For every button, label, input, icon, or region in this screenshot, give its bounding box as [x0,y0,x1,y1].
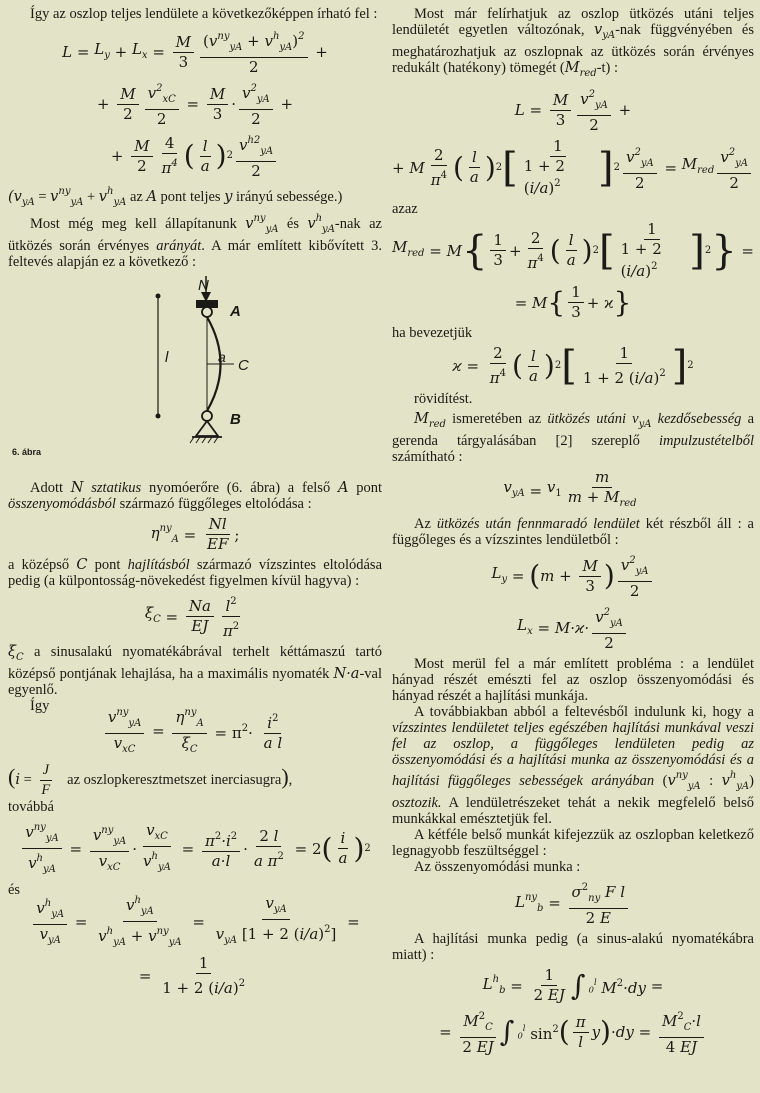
paragraph-internal-work: A kétféle belső munkát kifejezzük az oszlopban keletkező legnagyobb feszültséggel : [392,827,754,859]
paragraph-bending-work: A hajlítási munka pedig (a sinus-alakú nyomatékábra miatt) : [392,931,754,963]
paragraph-reduced-mass: Most már felírhatjuk az oszlop ütközés utáni teljes lendületét egyetlen változónak, $v_{yA}$-nak függvényében és meghatározhatjuk az oszlopnak az ütközés során érvényes redukált (hatékony) tömegét $(M_{red}-t)$ : [392,6,755,79]
equation-momentum: L = $L_y$ + $L_x$ = $\frac{M}{3}$ $\frac{(v^{ny}_{yA} + v^h_{yA})^2}{2}$ + [8,28,382,76]
paragraph-inertia: (i = $\frac{J}{F}$ az oszlopkeresztmetszet inerciasugra), [8,762,293,798]
paragraph-roviditest: rövidítést. [414,391,473,407]
paragraph-compression: Adott N sztatikus nyomóerőre (6. ábra) a felső A pont összenyomódásból származó függőleges eltolódása : [8,480,382,512]
equation-Ly: $L_y$ = ( m + $\frac{M}{3}$ ) $\frac{v^2_{yA}}{2}$ [392,552,754,600]
paragraph-es: és [8,882,21,898]
equation-Lb-h: $L^h_b$ = $\frac{1}{2 EJ}$ ∫ $_0^l$ $M^2\cdot dy$ = [482,966,664,1004]
label-a: a [218,349,226,365]
paragraph-bevezetjuk: ha bevezetjük [392,325,473,341]
equation-Mred-2: = M { $\frac{1}{3}$ + ϰ } [514,283,632,321]
right-column [392,6,754,1060]
paragraph-assumption: A továbbiakban abból a feltevésből indulunk ki, hogy a vízszintes lendületet teljes egészében hajlítási munkával veszi fel az oszlop, a függőleges lendületen pedig az összenyomódási és a hajlítási munka az összenyomódási és a hajlítási függőleges sebességek arányában ($v^{ny}_{yA}$ : $v^h_{yA}$) osztozik. A lendületrészeket tehát a nekik megfelelő belső munkákkal emésztetjük fel. [392,704,754,827]
equation-momentum-line2: + $\frac{M}{2}$ $\frac{v^2_{xC}}{2}$ = $\frac{M}{3}$ · $\frac{v^2_{yA}}{2}$ + [8,80,382,128]
paragraph-azaz: azaz [392,201,418,217]
figure-caption: 6. ábra [12,447,42,457]
paragraph-remaining: Az ütközés után fennmaradó lendület két részből áll : a függőleges és a vízszintes lendületből : [392,516,754,548]
paragraph-igy: Így [30,698,50,714]
paragraph-ratio: Most még meg kell állapítanunk $v^{ny}_{yA}$ és $v^h_{yA}$-nak az ütközés során érvényes arányát. A már említett kibővített 3. feltevés alapján ez a következő : [8,213,382,270]
equation-Lx: $L_x$ = M·ϰ· $\frac{v^2_{yA}}{2}$ [392,604,754,652]
label-A: A [230,303,241,320]
equation-Lb-ny: $L^{ny}_b$ = $\frac{\sigma^2_{ny} F l}{2 E}$ [392,879,754,927]
paragraph-bending: a középső C pont hajlításból származó vízszintes eltolódása pedig (a külpontosság-növekedést figyelmen kívül hagyva) : [8,557,383,589]
paragraph-xi-def: $\xi_C$ a sinusalakú nyomatékábrával terhelt kéttámaszú tartó középső pontjának lehajlása, ha a maximális nyomaték N·a-val egyenlő. [8,644,382,698]
figure-6 [8,276,382,456]
equation-Mred: $M_{red}$ = M { $\frac{1}{3}$ + $\frac{2}{\pi^4}$ ( $\frac{l}{a}$ ) 2 [ $\frac{1}{1 + 2 (i/a)^2}$ ] 2 } = [392,220,754,280]
paragraph-velocity-def: ($v_{yA} = v^{ny}_{yA} + v^h_{yA}$ az A pont teljes y irányú sebessége.) [8,186,343,208]
equation-momentum-line3: + $\frac{M}{2}$ $\frac{4}{\pi^4}$ ( $\frac{l}{a}$ ) 2 $\frac{v^{h2}_{yA}}{2}$ [8,132,382,180]
paragraph-intro: Így az oszlop teljes lendülete a következőképpen írható fel : [30,6,378,22]
left-column [8,6,382,1001]
equation-ratio-1: $\frac{v^{ny}_{yA}}{v_{xC}}$ = $\frac{\eta^{ny}_A}{\xi_C}$ = $\pi^2\cdot$ $\frac{i^2}{\text{a l}}$ [8,704,382,758]
label-C: C [238,357,249,374]
label-N: N [198,277,209,294]
paragraph-compression-work: Az összenyomódási munka : [414,859,581,875]
equation-L-line2: + M $\frac{2}{\pi^4}$ ( $\frac{l}{a}$ ) 2 [ $\frac{1}{1 + 2 (i/a)^2}$ ] 2 $\frac{v^2_{yA}}{2}$ = $M_{red}$ $\frac{v^2_{yA}}{2}$ [392,138,754,197]
equation-Lb-h-2: = $\frac{M^2_C}{2 EJ}$ ∫ $_0^l$ $\sin^2$ ( $\frac{\pi}{l}$ y ) · dy = $\frac{M^2_C\cdot l}{4 EJ}$ [392,1008,754,1056]
label-l: l [165,349,169,366]
bottom-support [196,421,218,436]
equation-eta: $\eta^{ny}_A$ = $\frac{Nl}{EF}$ ; [150,515,240,553]
column-diagram [8,276,382,456]
equation-xi: $\xi_C$ = $\frac{Na}{EJ}$ $\frac{l^2}{\pi^2}$ [8,593,382,640]
equation-ratio-2: $\frac{v^{ny}_{yA}}{v^h_{yA}}$ = $\frac{v^{ny}_{yA}}{v_{xC}}$ · $\frac{v_{xC}}{v^h_{yA}}$ = $\frac{\pi^2\cdot i^2}{a\cdot l}$ · $\frac{2 l}{a \pi^2}$ = 2 ( $\frac{i}{a}$ ) 2 [8,819,382,878]
equation-vyA: $v_{yA}$ = $v_1$ $\frac{m}{m + M_{red}}$ [503,468,637,509]
equation-ratio-3: $\frac{v^h_{yA}}{v_{yA}}$ = $\frac{v^h_{yA}}{v^h_{yA} + v^{ny}_{yA}}$ = $\frac{v_{yA}}{v_{yA} [1 + 2 (i/a)^2]}$ = [8,892,382,951]
paragraph-tovabba: továbbá [8,799,54,815]
equation-ratio-4: = $\frac{1}{1 + 2 (i/a)^2}$ [138,954,246,997]
label-B: B [230,411,241,428]
paragraph-problem: Most merül fel a már említett probléma : a lendület hányad részét emészti fel az oszlop összenyomódási és hányad részét a hajlítási munkája. [392,656,754,704]
equation-kappa: ϰ = $\frac{2}{\pi^4}$ ( $\frac{l}{a}$ ) 2 [ $\frac{1}{1 + 2 (i/a)^2}$ ] 2 [452,343,694,389]
equation-L: L = $\frac{M}{3}$ $\frac{v^2_{yA}}{2}$ + [392,86,754,134]
paragraph-impulse: $M_{red}$ ismeretében az ütközés utáni $v_{yA}$ kezdősebesség a gerenda tárgyalásában [2] szereplő impulzustételből számítható : [392,411,754,465]
